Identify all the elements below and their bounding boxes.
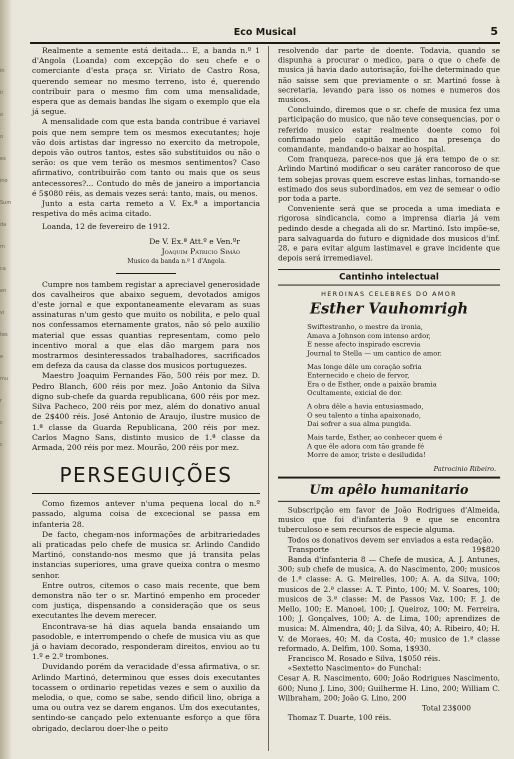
left-column xyxy=(32,46,260,734)
article-paragraph: Conveniente será que se proceda a uma imediata e rigorosa sindicancia, como a imprensa diaria já vem pedindo desde a chegada ali do sr. Martinó. Isto impõe-se, para salvaguarda do futuro e dignidade dos musicos d'inf. 28, e para evitar algum lastimavel e grave incidente que depois será irremediavel. xyxy=(278,204,500,263)
article-paragraph: Entre outros, citemos o caso mais recente, que bem demonstra não ter o sr. Martinó empenho em proceder com justiça, dispensando a consideração que os seus executantes lhe devem merecer. xyxy=(32,580,260,621)
donation-total: Total 23$000 xyxy=(421,703,471,713)
page-number: 5 xyxy=(490,25,498,38)
letter-signature xyxy=(32,237,260,267)
poem-line: Swiftestranho, o mestre da ironia, xyxy=(307,323,423,332)
title-underline xyxy=(32,493,260,494)
poem-line: Amava a Johnson com intenso ardor, xyxy=(307,332,431,341)
article-paragraph: Como fizemos antever n'uma pequena local do n.º passado, alguma coisa de excecional se passa em infanteria 28. xyxy=(32,499,260,529)
transporte-value: 19$820 xyxy=(471,545,500,554)
poem-line: E nesse afecto inspirado escrevia xyxy=(307,341,421,350)
gutter-fragment: e xyxy=(0,354,4,360)
signature-role: Musico da banda n.º 1 d'Angola. xyxy=(127,257,226,265)
gutter-fragment: ino xyxy=(0,178,8,184)
donation-entry: Cesar A. R. Nascimento, 600; João Rodrigues Nascimento, 600; Nuno J. Lino, 300; Guilherme H. Lino, 200; William C. Wilbraham, 200; João G. Lino, 200 xyxy=(278,673,500,703)
signature-name: Joaquim Patricio Simão xyxy=(161,246,240,256)
page-header xyxy=(30,24,500,44)
article-paragraph: Duvidando porém da veracidade d'essa afirmativa, o sr. Arlindo Martinó, determinou que esses dois executantes tocassem o ordinario repetidas vezes e sem o auxilio da melodia, o que, como se sabe, sendo dificil lino, obriga a uma ou outra vez se darem enganos. Um dos executantes, sentindo-se cançado pelo extenuante esforço a que fôra obrigado, declarou doer-lhe o peito xyxy=(32,662,260,733)
poem-line: Morre de amor, triste e desiludida! xyxy=(307,451,426,460)
gutter-fragment: mu xyxy=(0,376,9,382)
gutter-fragment: vi xyxy=(0,310,5,316)
gutter-fragment: m xyxy=(0,244,5,250)
article-paragraph: Encontrava-se há dias aquela banda ensaiando um pasodoble, e interrompendo o chefe de musica viu as que já o haviam decorado, responderam direitos, enviou ao tu 1.º e 2.º trombones. xyxy=(32,621,260,662)
article-paragraph: A mensalidade com que esta banda contribue é variavel pois que nem sempre tem os mesmos executantes; hoje vão dois artistas dar ingresso no exercito da metropole, depois vão outros tantos, estes são substituidos ou não o serão: os que vem terão os mesmos sentimentos? Caso afirmativo, contribuirão com tanto ou mais que os seus antecessores?... Contudo do mês de janeiro a importancia é 5$080 réis, as demais vezes será: tanto, mais, ou menos. xyxy=(32,117,260,198)
letter-date: Loanda, 12 de fevereiro de 1912. xyxy=(42,222,170,232)
transporte-row xyxy=(278,545,500,555)
article-paragraph: Subscripção em favor de João Rodrigues d'Almeida, musico que foi d'infanteria 9 e que se encontra tuberculoso e sem recursos de especie alguma. xyxy=(278,505,500,535)
section-divider xyxy=(278,477,500,478)
donation-entry: Thomaz T. Duarte, 100 réis. xyxy=(287,713,392,723)
poem-line: Mais tarde, Esther, ao conhecer quem é xyxy=(307,434,443,443)
gutter-fragment: in xyxy=(0,68,5,74)
article-paragraph: resolvendo dar parte de doente. Todavia, quando se dispunha a procurar o medico, para o que o chefe de musica já havia dado autorisação, foi-lhe determinado que não saisse sem que previamente o sr. Martinó fosse à secretaria, levando para isso os nomes e numeros dos musicos. xyxy=(278,46,500,105)
poem xyxy=(307,324,500,461)
gutter-fragment: ca xyxy=(0,266,6,272)
poem-line: Enternecido e cheio de fervor, xyxy=(307,372,410,381)
section-title-apelo: Um apêlo humanitario xyxy=(309,483,469,498)
gutter-fragment: Sum xyxy=(0,200,12,206)
donation-entry: Banda d'infanteria 8 — Chefe de musica, A. J. Antunes, 300; sub chefe de musica, A. do Nascimento, 200; musicos de 1.ª classe: A. G. Meirelles, 100; A. A. da Silva, 100; musicos de 2.ª classe: A. T. Pinto, 100; M. V. Soares, 100; musicos de 3.ª classe: M. de Passos Vaz, 100; F. J. de Mello, 100; E. Manoel, 100; J. Queiroz, 100; M. Ferreira, 100; J. Gonçalves, 100; A. de Lima, 100; aprendizes de musica: M. Almendra, 40; J. da Silva, 40; A. Ribeiro, 40; H. V. de Moraes, 40; M. da Costa, 40; musico de 1.ª classe reformado, A. Delfim, 100. Soma, 1$930. xyxy=(278,555,500,653)
gutter-fragment: es xyxy=(0,156,6,162)
gutter-text-fragments xyxy=(0,60,10,750)
donation-entry: Francisco M. Rosado e Silva, 1$050 réis. xyxy=(287,654,441,663)
poem-line: O seu talento a tinha apaixonado, xyxy=(307,412,421,420)
poem-title: Esther Vauhomrigh xyxy=(309,300,469,319)
article-paragraph: Concluindo, diremos que o sr. chefe de musica fez uma participação do musico, que não teve consequencias, por o referido musico estar realmente doente como foi confirmado pelo capitão medico na presença do comandante, mandando-o baixar ao hospital. xyxy=(278,105,500,154)
section-subtitle: HEROINAS CELEBRES DO AMOR xyxy=(321,290,457,299)
section-title-perseguicoes: PERSEGUIÇÕES xyxy=(59,463,233,488)
poem-line: Dai sofrer a sua alma pungida. xyxy=(307,420,412,429)
gutter-fragment: tes xyxy=(0,332,8,338)
poem-line: Ocultamente, exicial de dor. xyxy=(307,389,403,398)
poem-line: Mas longe dêle um coração sofria xyxy=(307,363,422,372)
gutter-fragment: c xyxy=(0,420,3,426)
right-column xyxy=(278,46,500,723)
article-paragraph: Com franqueza, parece-nos que já era tempo de o sr. Arlindo Martinó modificar o seu caráter rancoroso de que tem sobejas provas quem escreve estas linhas, tornando-se estimado dos seus subordinados, em vez de semear o odio por toda a parte. xyxy=(278,154,500,204)
poem-stanza xyxy=(307,324,500,359)
gutter-fragment: o xyxy=(0,112,4,118)
poem-stanza xyxy=(307,434,500,460)
article-paragraph: Realmente a semente está deitada... E, a banda n.º 1 d'Angola (Loanda) com excepção do seu chefe e o comerciante d'esta praça sr. Viriato de Castro Rosa, querendo semear no mesmo terreno, isto é, querendo contribuir para o mesmo fim com uma mensalidade, espera que as demais bandas lhe sigam o exemplo que ela já segue. xyxy=(32,46,260,117)
article-paragraph: De facto, chegam-nos informações de arbitrariedades ali praticadas pelo chefe de musica sr. Arlindo Candido Martinó, constando-nos mesmo que já transita pelas instancias superiores, uma grave queixa contra o mesmo senhor. xyxy=(32,529,260,580)
poem-line: A obra dêle a havia entusiasmado, xyxy=(307,403,424,412)
poem-author: Patrocinio Ribeiro. xyxy=(433,465,497,474)
article-paragraph: Junto a esta carta remeto a V. Ex.ª a importancia respetiva do mês acima citado. xyxy=(32,199,260,219)
gutter-fragment: c xyxy=(0,442,3,448)
poem-line: A que êle adora com tão grande fé xyxy=(307,443,425,451)
title-underline xyxy=(278,501,500,502)
poem-stanza xyxy=(307,364,500,399)
gutter-fragment: da xyxy=(0,222,7,228)
poem-line: Era o de Esther, onde a paixão bramia xyxy=(307,381,437,389)
article-paragraph: Maestro Joaquim Fernandes Fão, 500 réis por mez. D. Pedro Blanch, 600 réis por mez. João Antonio da Silva digno sub-chefe da guarda republicana, 600 réis por mez. Silva Pacheco, 200 réis por mez, além do donativo anual de 2$400 réis. José Antonio de Araujo, ilustre musico de 1.ª classe da Guarda Republicana, 200 réis por mez. Carlos Magno Sans, distinto musico de 1.ª classe da Armada, 200 réis por mez. Mourão, 200 réis por mez. xyxy=(32,371,260,452)
section-divider xyxy=(116,273,176,274)
transporte-label: Transporte xyxy=(287,545,330,554)
section-title-cantinho: Cantinho intelectual xyxy=(278,270,500,286)
gutter-fragment: en xyxy=(0,288,7,294)
article-paragraph: Cumpre nos tambem registar a apreciavel generosidade dos cavalheiros que abaixo seguem, devotados amigos d'este jornal e que expontaneamente elevaram as suas assinaturas n'um gesto que muito os nobilita, e pelo qual nos confessamos eternamente gratos, não só pelo auxilio material que essas quantias representam, como pelo incentivo moral a que elas dão margem para nos mostrarmos desinteressados trabalhadores, sacrificados em defeza da causa da classe dos musicos portuguezes. xyxy=(32,279,260,371)
column-divider xyxy=(268,46,269,751)
article-paragraph: Todos os donativos devem ser enviados a esta redação. xyxy=(287,535,494,545)
publication-title: Eco Musical xyxy=(233,27,297,38)
signature-salutation: De V. Ex.ª Att.º e Ven.ºr xyxy=(149,236,240,246)
gutter-fragment: o xyxy=(0,134,4,140)
gutter-fragment: r xyxy=(0,398,3,404)
gutter-fragment: ir xyxy=(0,90,4,96)
poem-stanza xyxy=(307,403,500,429)
donation-entry: «Sextetto Nascimento» do Funchal: xyxy=(287,663,422,673)
poem-line: Journal to Stella — um cantico de amor. xyxy=(307,350,442,358)
